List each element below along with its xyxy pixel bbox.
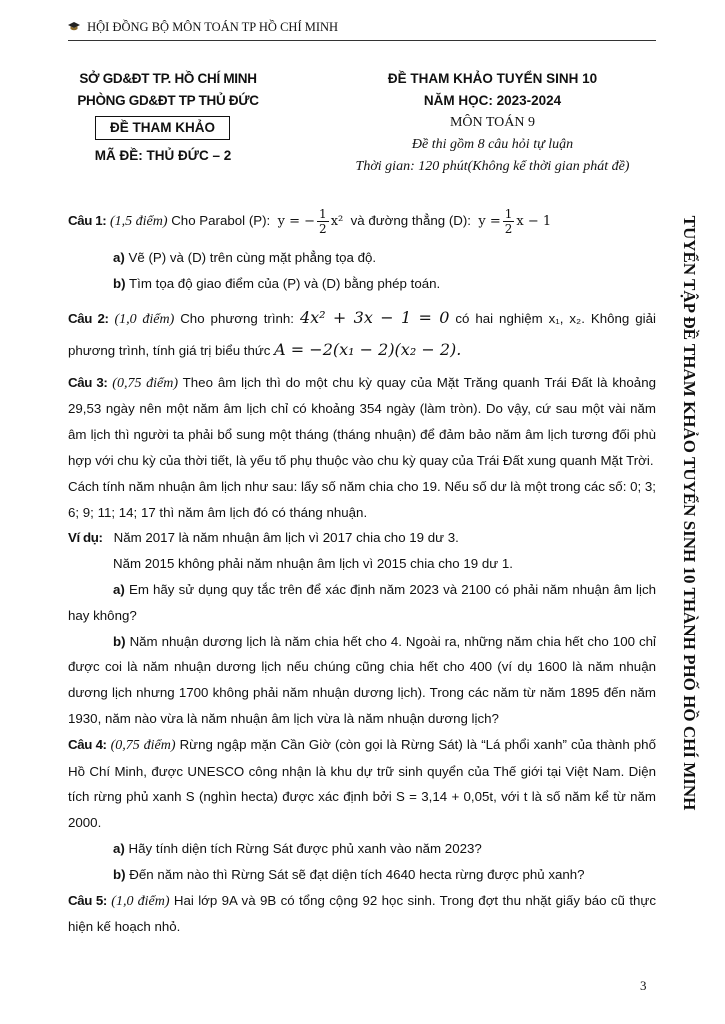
q1-b: b) Tìm tọa độ giao điểm của (P) và (D) bằng phép toán. [113,275,441,291]
graduation-cap-icon [68,22,80,32]
exam-code: MÃ ĐỀ: THỦ ĐỨC – 2 [94,148,232,163]
fraction: $\frac{1}{2}$ [504,206,513,236]
q3-intro: Câu 3: (0,75 điểm) Theo âm lịch thì do một chu kỳ quay của Mặt Trăng quanh Trái Đất là khoảng 29,53 ngày nên một năm âm lịch chỉ có khoảng 354 ngày (làm tròn). Do vậy, cứ sau một vài năm âm lịch thì người ta phải bổ sung một tháng (tháng nhuận) để đảm bảo năm âm lịch tương đối phù hợp với chu kỳ của thời tiết, là yếu tố phụ thuộc vào chu kỳ quay của Trái Đất xung quanh Mặt Trời. [68,374,656,468]
subject: MÔN TOÁN 9 [449,115,536,130]
side-banner [676,190,702,840]
q3-example-2: Năm 2015 không phải năm nhuận âm lịch vì 2015 chia cho 19 dư 1. [113,556,513,572]
q3-b: b) Năm nhuận dương lịch là năm chia hết cho 4. Ngoài ra, những năm chia hết cho 100 chỉ được coi là năm nhuận dương lịch nếu chúng cũng chia hết cho 400 (ví dụ 1600 là năm nhuận dương lịch nhưng 1700 không phải năm nhuận dương lịch). Trong các năm từ năm 1895 đến năm 1930, năm nào vừa là năm nhuận âm lịch vừa là năm nhuận dương lịch? [68,633,656,726]
exam-info-block [330,68,655,178]
q4-b: b) Đến năm nào thì Rừng Sát sẽ đạt diện tích 4640 hecta rừng được phủ xanh? [113,866,585,882]
exam-body [68,198,656,940]
q3-a: a) Em hãy sử dụng quy tắc trên để xác định năm 2023 và 2100 có phải năm nhuận âm lịch hay không? [68,581,656,623]
issuer-line-1: SỞ GD&ĐT TP. HỒ CHÍ MINH [79,71,257,86]
page-number: 3 [640,978,647,993]
q2: Câu 2: (1,0 điểm) Cho phương trình: 4x² + 3x − 1 = 0 có hai nghiệm x₁, x₂. Không giải phương trình, tính giá trị biểu thức A = −2(x₁ − 2)(x₂ − 2). [68,307,656,359]
q4-intro: Câu 4: (0,75 điểm) Rừng ngập mặn Cần Giờ (còn gọi là Rừng Sát) là “Lá phổi xanh” của thành phố Hồ Chí Minh, được UNESCO công nhận là khu dự trữ sinh quyển của Thế giới tại Việt Nam. Diện tích rừng phủ xanh S (nghìn hecta) được xác định bởi S = 3,14 + 0,05t, với t là số năm kể từ năm 2000. [68,736,656,831]
q1-a: a) Vẽ (P) và (D) trên cùng mặt phẳng tọa độ. [113,250,377,265]
question-count: Đề thi gồm 8 câu hỏi tự luận [411,137,574,152]
fraction: $\frac{1}{2}$ [319,206,327,236]
q3-rule: Cách tính năm nhuận âm lịch như sau: lấy số năm chia cho 19. Nếu số dư là một trong các số: 0; 3; 6; 9; 11; 14; 17 thì năm âm lịch đó có tháng nhuận. [68,478,656,520]
q4-a: a) Hãy tính diện tích Rừng Sát được phủ xanh vào năm 2023? [113,840,482,856]
header-org: HỘI ĐỒNG BỘ MÔN TOÁN TP HỒ CHÍ MINH [87,20,339,34]
school-year: NĂM HỌC: 2023-2024 [423,93,562,108]
side-banner-text: TUYỂN TẬP ĐỀ THAM KHẢO TUYỂN SINH 10 THÀNH PHỐ HỒ CHÍ MINH [680,215,699,811]
q1-stem: Câu 1: (1,5 điểm) Cho Parabol (P): y = − $\frac{1}{2}$ x² và đường thẳng (D): y = $\frac{1}{2}$ x − 1 [68,206,552,236]
exam-title: ĐỀ THAM KHẢO TUYỂN SINH 10 [387,71,598,86]
issuer-line-2: PHÒNG GD&ĐT TP THỦ ĐỨC [77,93,259,108]
q5-intro: Câu 5: (1,0 điểm) Hai lớp 9A và 9B có tổng cộng 92 học sinh. Trong đợt thu nhặt giấy báo cũ thực hiện kế hoạch nhỏ. [68,892,656,935]
q3-example-1: Ví dụ: Năm 2017 là năm nhuận âm lịch vì 2017 chia cho 19 dư 3. [68,530,459,546]
time-limit: Thời gian: 120 phút(Không kể thời gian phát đề) [355,159,630,174]
exam-type-box: ĐỀ THAM KHẢO [95,116,230,140]
issuer-block [68,68,268,112]
page-header [68,20,656,41]
